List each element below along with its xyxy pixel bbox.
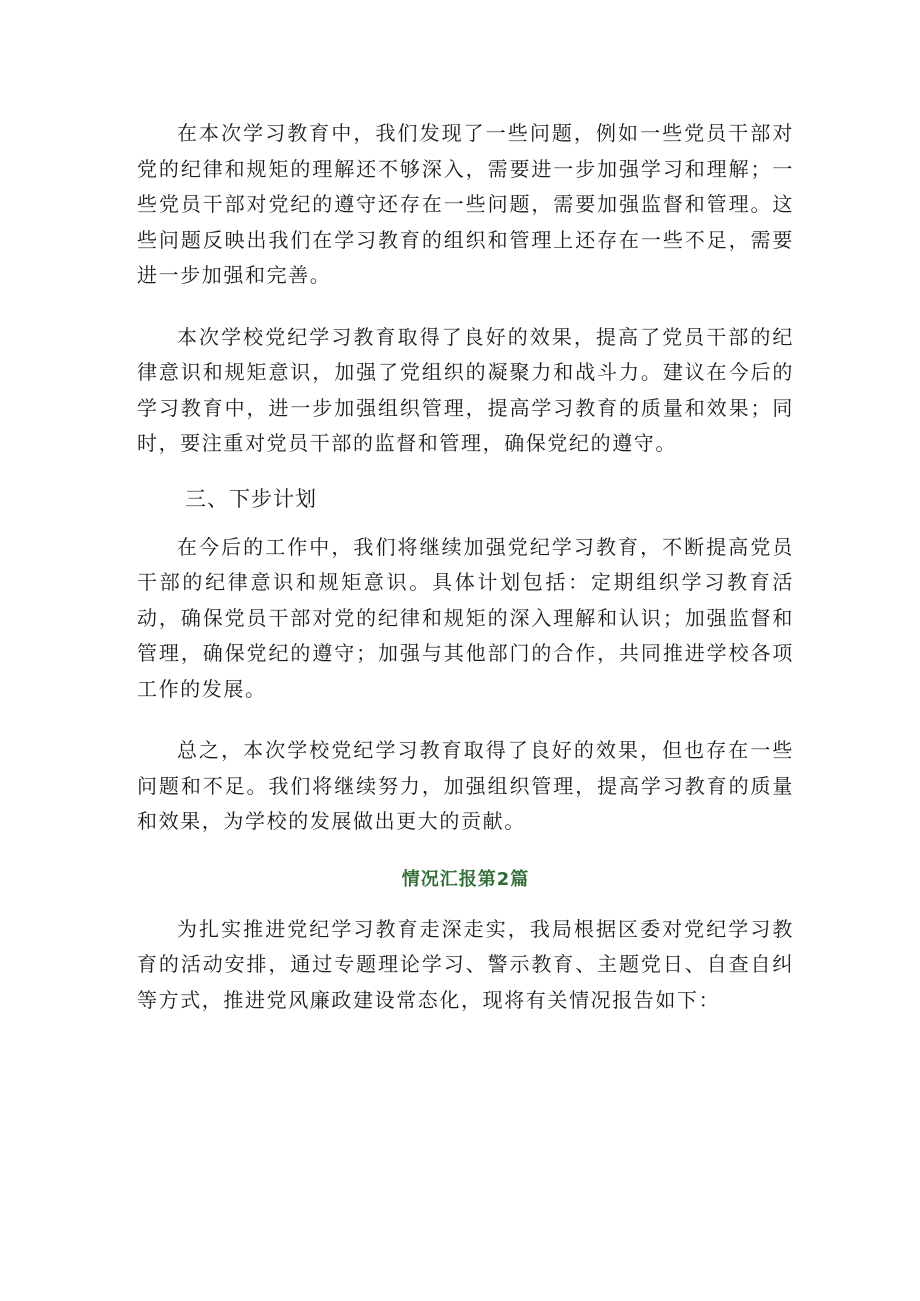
paragraph-effects-suggestions: 本次学校党纪学习教育取得了良好的效果，提高了党员干部的纪律意识和规矩意识，加强了党组织的凝聚力和战斗力。建议在今后的学习教育中，进一步加强组织管理，提高学习教育的质量和效果；同时，要注重对党员干部的监督和管理，确保党纪的遵守。 [137, 324, 794, 455]
paragraph-summary: 总之，本次学校党纪学习教育取得了良好的效果，但也存在一些问题和不足。我们将继续努力，加强组织管理，提高学习教育的质量和效果，为学校的发展做出更大的贡献。 [137, 738, 794, 833]
paragraph-future-plan: 在今后的工作中，我们将继续加强党纪学习教育，不断提高党员干部的纪律意识和规矩意识。具体计划包括：定期组织学习教育活动，确保党员干部对党的纪律和规矩的深入理解和认识；加强监督和管理，确保党纪的遵守；加强与其他部门的合作，共同推进学校各项工作的发展。 [137, 534, 794, 701]
section-heading-next-plan: 三、下步计划 [185, 486, 317, 511]
paragraph-report-intro: 为扎实推进党纪学习教育走深走实，我局根据区委对党纪学习教育的活动安排，通过专题理论学习、警示教育、主题党日、自查自纠等方式，推进党风廉政建设常态化，现将有关情况报告如下： [137, 916, 794, 1012]
article-subtitle: 情况汇报第2篇 [401, 868, 530, 890]
paragraph-problems-found: 在本次学习教育中，我们发现了一些问题，例如一些党员干部对党的纪律和规矩的理解还不够深入，需要进一步加强学习和理解；一些党员干部对党纪的遵守还存在一些问题，需要加强监督和管理。这些问题反映出我们在学习教育的组织和管理上还存在一些不足，需要进一步加强和完善。 [137, 121, 794, 287]
